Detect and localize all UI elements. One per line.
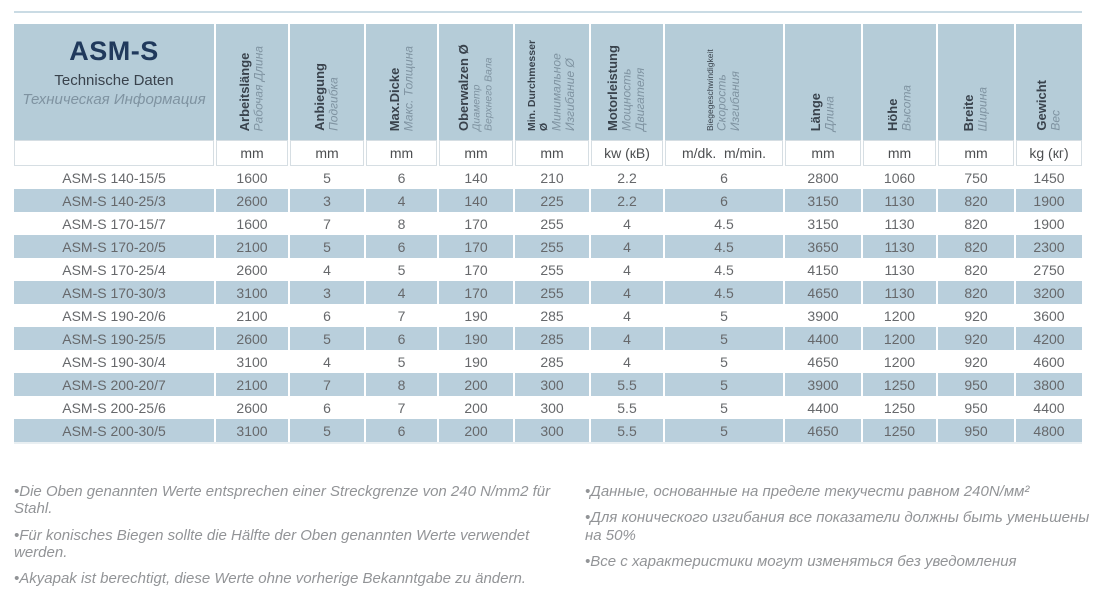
table-cell: 190: [439, 350, 513, 373]
table-cell: 190: [439, 304, 513, 327]
column-label-de: Arbeitslänge: [237, 52, 252, 131]
column-label-ru: Мощность Двигателя: [619, 67, 648, 131]
table-cell: 6: [366, 166, 437, 189]
table-cell: 7: [366, 396, 437, 419]
unit-cell: mm: [863, 140, 936, 166]
table-cell: 6: [665, 166, 783, 189]
table-cell: 2800: [785, 166, 861, 189]
table-cell: 5: [290, 166, 364, 189]
table-cell: 5: [665, 327, 783, 350]
table-cell: 3: [290, 189, 364, 212]
table-cell: 2750: [1016, 258, 1082, 281]
table-cell: 5.5: [591, 419, 663, 442]
table-cell: 5: [366, 350, 437, 373]
unit-cell: kg (кг): [1016, 140, 1082, 166]
table-cell: 5: [366, 258, 437, 281]
column-label-de: Biegegeschwindigkeit: [704, 49, 715, 131]
table-cell: 4400: [785, 396, 861, 419]
model-cell: ASM-S 170-20/5: [14, 235, 214, 258]
column-label-de: Höhe: [884, 98, 900, 131]
table-cell: 4.5: [665, 258, 783, 281]
table-cell: 2100: [216, 373, 288, 396]
table-cell: 170: [439, 212, 513, 235]
table-cell: 2600: [216, 396, 288, 419]
table-cell: 5: [665, 396, 783, 419]
table-cell: 5.5: [591, 396, 663, 419]
column-header-l-nge: [785, 24, 861, 140]
column-label-de: Motorleistung: [605, 45, 621, 131]
table-cell: 285: [515, 327, 589, 350]
top-divider: [14, 11, 1082, 13]
unit-cell: mm: [938, 140, 1014, 166]
column-label-de: Gewicht: [1034, 80, 1049, 131]
table-cell: 4600: [1016, 350, 1082, 373]
table-cell: 210: [515, 166, 589, 189]
column-label-ru: Ширина: [975, 86, 990, 131]
table-cell: 4400: [785, 327, 861, 350]
column-label-de: Max.Dicke: [386, 67, 402, 131]
table-cell: 5: [665, 373, 783, 396]
table-cell: 3150: [785, 212, 861, 235]
column-header-label: [527, 36, 577, 140]
table-cell: 3900: [785, 373, 861, 396]
column-label-ru: Скорость Изгибания: [714, 71, 742, 131]
table-cell: 2.2: [591, 166, 663, 189]
series-subtitle-de: Technische Daten: [54, 71, 174, 89]
table-cell: 200: [439, 373, 513, 396]
table-cell: 4: [591, 258, 663, 281]
table-cell: 820: [938, 281, 1014, 304]
table-cell: 190: [439, 327, 513, 350]
column-label-de: Länge: [808, 92, 823, 131]
table-cell: 4: [591, 304, 663, 327]
table-cell: 285: [515, 350, 589, 373]
table-cell: 5: [665, 350, 783, 373]
unit-cell-empty: [14, 140, 214, 166]
table-cell: 4: [366, 189, 437, 212]
table-cell: 4: [290, 350, 364, 373]
spec-table: [14, 24, 1082, 444]
table-cell: 255: [515, 212, 589, 235]
footnote: • Все с характеристики могут изменяться без уведомления: [585, 553, 1093, 570]
table-cell: 4: [591, 350, 663, 373]
model-cell: ASM-S 140-25/3: [14, 189, 214, 212]
table-cell: 1250: [863, 373, 936, 396]
table-cell: 4800: [1016, 419, 1082, 442]
model-cell: ASM-S 170-30/3: [14, 281, 214, 304]
table-cell: 5: [290, 327, 364, 350]
column-header-label: [457, 36, 495, 140]
table-cell: 300: [515, 373, 589, 396]
column-label-ru: Минимальное Изгибание Ø: [549, 53, 577, 131]
column-header-label: [962, 87, 990, 140]
table-row: [14, 419, 1082, 442]
table-body: [14, 166, 1082, 444]
table-cell: 170: [439, 235, 513, 258]
table-cell: 4.5: [665, 281, 783, 304]
column-header-gewicht: [1016, 24, 1082, 140]
column-label-ru: Макс. Толщина: [401, 45, 416, 131]
table-cell: 4: [591, 212, 663, 235]
column-header-breite: [938, 24, 1014, 140]
column-label-de: Oberwalzen Ø: [455, 44, 471, 131]
table-cell: 2600: [216, 258, 288, 281]
table-cell: 6: [290, 304, 364, 327]
unit-cell: kw (кВ): [591, 140, 663, 166]
table-title-cell: [14, 24, 214, 140]
table-cell: 200: [439, 419, 513, 442]
table-row: [14, 350, 1082, 373]
series-subtitle-ru: Техническая Информация: [22, 90, 206, 108]
table-cell: 3600: [1016, 304, 1082, 327]
table-cell: 8: [366, 212, 437, 235]
table-cell: 170: [439, 258, 513, 281]
table-cell: 5: [665, 304, 783, 327]
table-cell: 1130: [863, 212, 936, 235]
footnote: • Akyapak ist berechtigt, diese Werte ohne vorherige Bekanntgabe zu ändern.: [14, 570, 562, 587]
table-cell: 2300: [1016, 235, 1082, 258]
table-cell: 920: [938, 327, 1014, 350]
table-row: [14, 327, 1082, 350]
table-cell: 1200: [863, 327, 936, 350]
table-cell: 225: [515, 189, 589, 212]
footnotes-german: [14, 483, 562, 596]
column-label-de: Anbiegung: [312, 63, 327, 131]
table-row: [14, 235, 1082, 258]
table-cell: 1130: [863, 189, 936, 212]
unit-cell: mm: [366, 140, 437, 166]
table-cell: 7: [290, 212, 364, 235]
table-cell: 140: [439, 166, 513, 189]
table-cell: 3800: [1016, 373, 1082, 396]
table-cell: 7: [290, 373, 364, 396]
table-cell: 820: [938, 235, 1014, 258]
table-cell: 2.2: [591, 189, 663, 212]
column-header-oberwalzen: [439, 24, 513, 140]
table-cell: 300: [515, 396, 589, 419]
table-row: [14, 304, 1082, 327]
table-cell: 170: [439, 281, 513, 304]
column-header-label: [388, 46, 416, 140]
table-cell: 285: [515, 304, 589, 327]
table-cell: 4650: [785, 350, 861, 373]
column-header-label: [238, 46, 266, 140]
table-cell: 3200: [1016, 281, 1082, 304]
table-cell: 750: [938, 166, 1014, 189]
table-cell: 4: [591, 327, 663, 350]
model-cell: ASM-S 190-25/5: [14, 327, 214, 350]
table-row: [14, 396, 1082, 419]
table-cell: 4: [591, 281, 663, 304]
model-cell: ASM-S 190-20/6: [14, 304, 214, 327]
table-cell: 4.5: [665, 212, 783, 235]
unit-cell: mm: [439, 140, 513, 166]
table-header-row: [14, 24, 1082, 140]
model-cell: ASM-S 170-25/4: [14, 258, 214, 281]
table-cell: 1250: [863, 419, 936, 442]
table-cell: 200: [439, 396, 513, 419]
table-cell: 4150: [785, 258, 861, 281]
table-cell: 4200: [1016, 327, 1082, 350]
table-cell: 1250: [863, 396, 936, 419]
column-label-ru: Вес: [1048, 110, 1063, 131]
table-cell: 2600: [216, 327, 288, 350]
column-header-min-durchmesser: [515, 24, 589, 140]
model-cell: ASM-S 170-15/7: [14, 212, 214, 235]
table-cell: 6: [366, 419, 437, 442]
table-cell: 820: [938, 189, 1014, 212]
table-cell: 255: [515, 258, 589, 281]
table-cell: 6: [366, 235, 437, 258]
column-header-motorleistung: [591, 24, 663, 140]
series-title: ASM-S: [69, 36, 159, 66]
table-cell: 6: [290, 396, 364, 419]
table-cell: 820: [938, 212, 1014, 235]
table-cell: 1130: [863, 235, 936, 258]
unit-cell: mm: [216, 140, 288, 166]
footnotes-russian: [585, 483, 1093, 579]
table-cell: 255: [515, 281, 589, 304]
unit-cell: mm: [515, 140, 589, 166]
column-header-label: [706, 36, 742, 140]
column-header-label: [809, 93, 837, 140]
table-row: [14, 189, 1082, 212]
column-label-ru: Высота: [899, 84, 914, 131]
table-cell: 3: [290, 281, 364, 304]
column-label-de: Breite: [961, 94, 976, 131]
column-header-h-he: [863, 24, 936, 140]
model-cell: ASM-S 200-20/7: [14, 373, 214, 396]
column-header-label: [886, 85, 914, 140]
table-cell: 3150: [785, 189, 861, 212]
column-header-max-dicke: [366, 24, 437, 140]
column-header-label: [1035, 80, 1063, 140]
table-cell: 4650: [785, 281, 861, 304]
table-cell: 3100: [216, 350, 288, 373]
column-label-ru: Подгибка: [326, 77, 341, 131]
table-row: [14, 373, 1082, 396]
table-cell: 300: [515, 419, 589, 442]
footnote: • Die Oben genannten Werte entsprechen einer Streckgrenze von 240 N/mm2 für Stahl.: [14, 483, 562, 518]
table-cell: 1130: [863, 281, 936, 304]
model-cell: ASM-S 140-15/5: [14, 166, 214, 189]
model-cell: ASM-S 190-30/4: [14, 350, 214, 373]
footnote: • Для конического изгибания все показатели должны быть уменьшены на 50%: [585, 509, 1093, 544]
table-cell: 1600: [216, 212, 288, 235]
table-cell: 920: [938, 350, 1014, 373]
column-label-ru: Диаметр Верхнего Вала: [470, 57, 495, 131]
table-cell: 1450: [1016, 166, 1082, 189]
table-cell: 7: [366, 304, 437, 327]
column-header-label: [313, 63, 341, 140]
table-cell: 255: [515, 235, 589, 258]
table-cell: 4: [366, 281, 437, 304]
footnote: • Für konisches Biegen sollte die Hälfte der Oben genannten Werte verwendet werden.: [14, 527, 562, 562]
table-cell: 2100: [216, 304, 288, 327]
table-cell: 6: [366, 327, 437, 350]
table-cell: 820: [938, 258, 1014, 281]
table-cell: 950: [938, 419, 1014, 442]
column-label-ru: Рабочая Длина: [251, 45, 266, 131]
table-cell: 4: [591, 235, 663, 258]
column-header-label: [606, 36, 647, 140]
table-cell: 4.5: [665, 235, 783, 258]
table-cell: 1600: [216, 166, 288, 189]
unit-cell: m/dk. m/min.: [665, 140, 783, 166]
table-cell: 950: [938, 396, 1014, 419]
model-cell: ASM-S 200-25/6: [14, 396, 214, 419]
table-cell: 5: [290, 235, 364, 258]
column-label-ru: Длина: [822, 95, 837, 131]
table-row: [14, 166, 1082, 189]
table-cell: 5.5: [591, 373, 663, 396]
table-cell: 3100: [216, 419, 288, 442]
unit-cell: mm: [290, 140, 364, 166]
table-cell: 140: [439, 189, 513, 212]
column-header-arbeitsl-nge: [216, 24, 288, 140]
table-cell: 2100: [216, 235, 288, 258]
table-row: [14, 212, 1082, 235]
table-cell: 3100: [216, 281, 288, 304]
table-cell: 1900: [1016, 189, 1082, 212]
table-cell: 6: [665, 189, 783, 212]
table-cell: 4400: [1016, 396, 1082, 419]
table-cell: 4: [290, 258, 364, 281]
table-cell: 950: [938, 373, 1014, 396]
table-cell: 5: [665, 419, 783, 442]
table-cell: 1130: [863, 258, 936, 281]
table-cell: 1200: [863, 350, 936, 373]
table-cell: 1060: [863, 166, 936, 189]
table-cell: 3900: [785, 304, 861, 327]
table-cell: 920: [938, 304, 1014, 327]
table-cell: 3650: [785, 235, 861, 258]
unit-cell: mm: [785, 140, 861, 166]
footnote: • Данные, основанные на пределе текучести равном 240N/мм²: [585, 483, 1093, 500]
table-row: [14, 281, 1082, 304]
column-header-anbiegung: [290, 24, 364, 140]
column-header-biegegeschwindigkeit: [665, 24, 783, 140]
table-row: [14, 258, 1082, 281]
table-cell: 1900: [1016, 212, 1082, 235]
column-label-de: Min. Durchmesser Ø: [525, 39, 550, 131]
model-cell: ASM-S 200-30/5: [14, 419, 214, 442]
table-cell: 8: [366, 373, 437, 396]
table-cell: 4650: [785, 419, 861, 442]
table-cell: 5: [290, 419, 364, 442]
units-row: [14, 140, 1082, 166]
table-cell: 1200: [863, 304, 936, 327]
table-cell: 2600: [216, 189, 288, 212]
